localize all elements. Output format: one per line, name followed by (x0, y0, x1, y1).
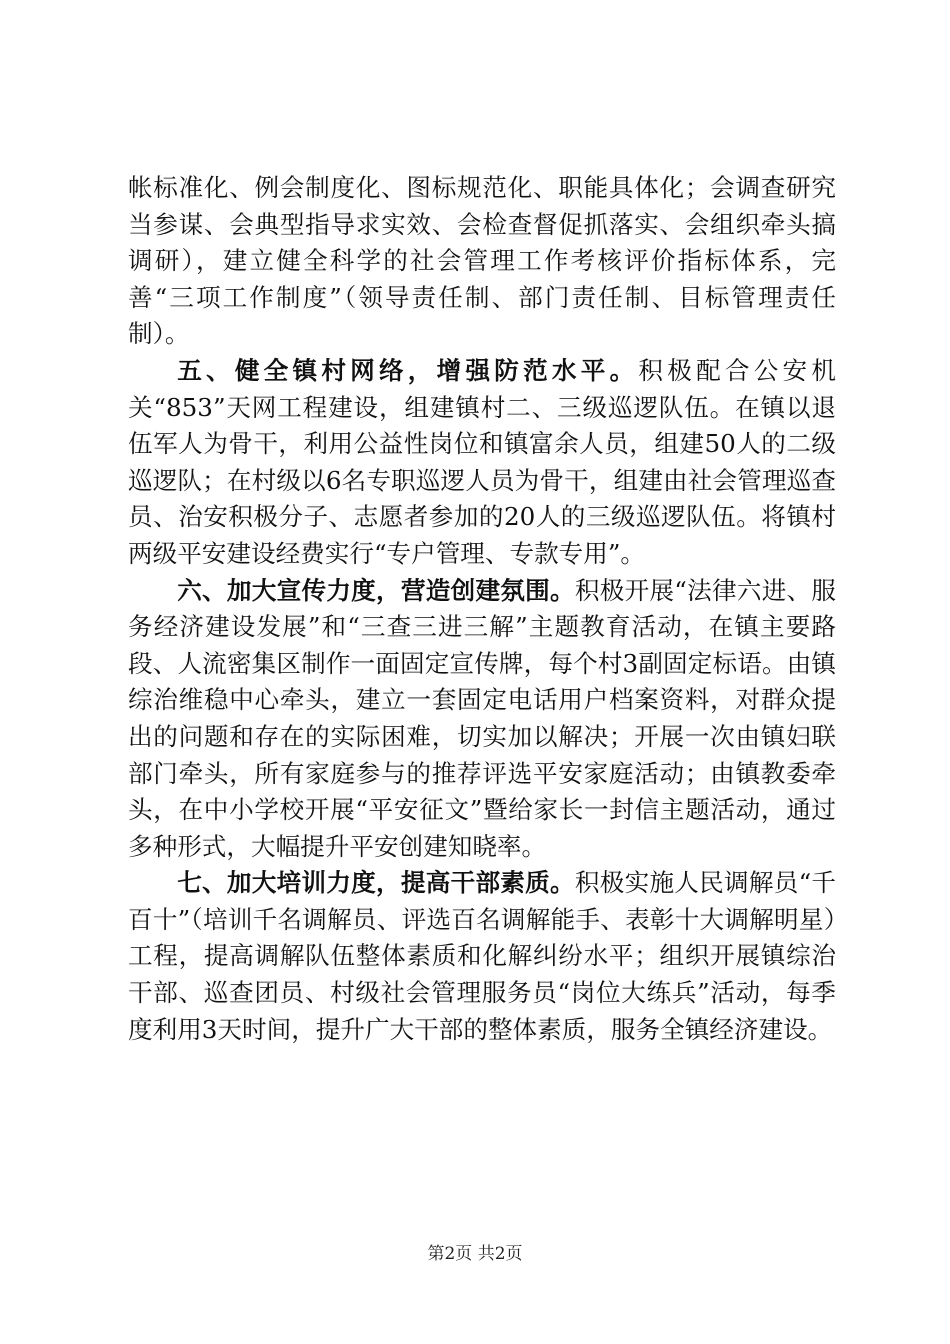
paragraph-section-6 (128, 573, 836, 866)
page-number-label: 第2页 共2页 (427, 1244, 523, 1264)
paragraph-text: 积极开展“法律六进、服务经济建设发展”和“三查三进三解”主题教育活动，在镇主要路段、人流密集区制作一面固定宣传牌，每个村3副固定标语。由镇综治维稳中心牵头，建立一套固定电话用户档案资料，对群众提出的问题和存在的实际困难，切实加以解决；开展一次由镇妇联部门牵头，所有家庭参与的推荐评选平安家庭活动；由镇教委牵头，在中小学校开展“平安征文”暨给家长一封信主题活动，通过多种形式，大幅提升平安创建知晓率。 (128, 575, 836, 861)
document-body (128, 170, 836, 1048)
section-heading: 七、加大培训力度，提高干部素质。 (177, 868, 575, 898)
paragraph-text: 积极配合公安机关“853”天网工程建设，组建镇村二、三级巡逻队伍。在镇以退伍军人为骨干，利用公益性岗位和镇富余人员，组建50人的二级巡逻队；在村级以6名专职巡逻人员为骨干，组建由社会管理巡查员、治安积极分子、志愿者参加的20人的三级巡逻队伍。将镇村两级平安建设经费实行“专户管理、专款专用”。 (128, 355, 836, 568)
paragraph-section-5 (128, 353, 836, 573)
paragraph-text: 帐标准化、例会制度化、图标规范化、职能具体化；会调查研究当参谋、会典型指导求实效、会检查督促抓落实、会组织牵头搞调研），建立健全科学的社会管理工作考核评价指标体系，完善“三项工作制度”（领导责任制、部门责任制、目标管理责任制）。 (128, 173, 836, 349)
section-heading: 六、加大宣传力度，营造创建氛围。 (177, 575, 575, 605)
paragraph-continuation (128, 170, 836, 353)
paragraph-text: 积极实施人民调解员“千百十”（培训千名调解员、评选百名调解能手、表彰十大调解明星）工程，提高调解队伍整体素质和化解纠纷水平；组织开展镇综治干部、巡查团员、村级社会管理服务员“岗位大练兵”活动，每季度利用3天时间，提升广大干部的整体素质，服务全镇经济建设。 (128, 868, 836, 1044)
page-footer (0, 1243, 950, 1265)
section-heading: 五、健全镇村网络，增强防范水平。 (177, 355, 639, 385)
paragraph-section-7 (128, 865, 836, 1048)
